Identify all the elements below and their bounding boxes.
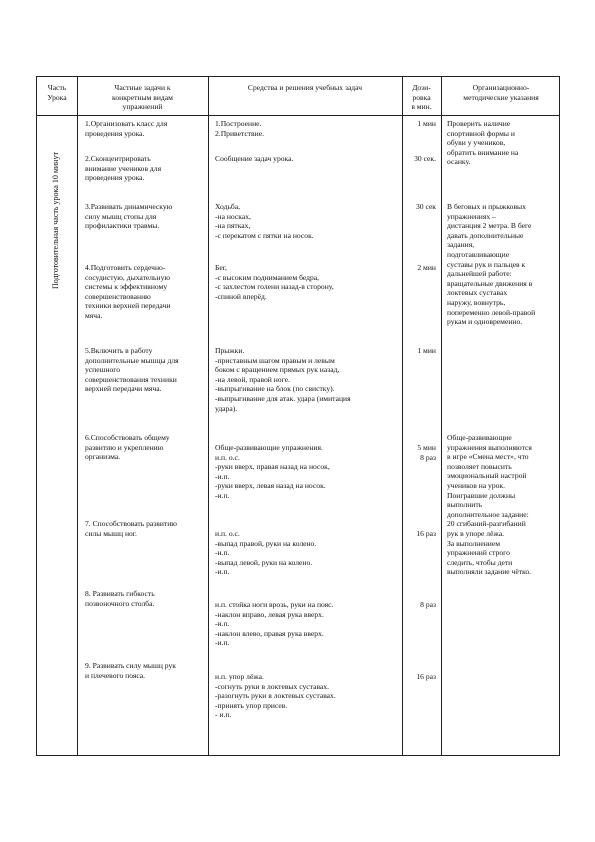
- note-2: В беговых и прыжковых упражнениях – дистанция 2 метра. В беге давать дополнительные задания, подготавливающие суставы рук и пальцев к дальнейшей работе: вращательные движения в локтевых суставах наружу, вовнутрь, попеременно левой-правой рукам и одновременно.: [447, 202, 536, 327]
- header-notes: Организационно- методические указания: [463, 83, 539, 102]
- means-1: 1.Построение. 2.Приветствие.: [215, 119, 264, 138]
- note-3: Обще-развивающие упражнения выполняются в игре «Смена мест», что позволяет повысить эмоциональный настрой учеников на урок. Поигравшие должны выполнить дополнительное задание: 20 сгибаний-разгибаний рук в упоре лёжа. За выполнением упражнений строго следить, чтобы дети выполняли задание чётко.: [447, 433, 532, 577]
- column-divider: [402, 77, 403, 755]
- task-7: 7. Способствовать развитию силы мышц ног.: [85, 519, 177, 538]
- task-3: 3.Развивать динамическую силу мышц стопы для профилактики травмы.: [85, 202, 173, 231]
- task-9: 9. Развивать силу мышц рук и плечевого пояса.: [85, 661, 176, 680]
- part-label: Подготовительная часть урока 10 минут: [51, 152, 60, 289]
- dosage-4: 2 мин: [417, 263, 436, 272]
- column-divider: [441, 77, 442, 755]
- task-1: 1.Организовать класс для проведения урока.: [85, 119, 168, 138]
- dosage-6: 5 мин 8 раз: [417, 443, 436, 462]
- means-6: Обще-развивающие упражнения. и.п. о.с. -руки вверх, правая назад на носок, -и.п. -руки вверх, левая назад на носок. -и.п.: [215, 443, 330, 500]
- task-4: 4.Подготовить сердечно- сосудистую, дыхательную системы к эффективному совершенствованию техники верхней передачи мяча.: [85, 263, 171, 320]
- header-tasks: Частные задачи к конкретным видам упражнений: [112, 83, 173, 112]
- dosage-7: 16 раз: [416, 529, 436, 538]
- note-1: Проверить наличие спортивной формы и обуви у учеников, обратить внимание на осанку.: [447, 119, 519, 167]
- dosage-5: 1 мин: [417, 346, 436, 355]
- means-8: и.п. стойка ноги врозь, руки на пояс. -наклон вправо, левая рука вверх. -и.п. -наклон влево, правая рука вверх. -и.п.: [215, 600, 334, 648]
- header-part: Часть Урока: [47, 83, 67, 102]
- task-8: 8. Развивать гибкость позвоночного столба.: [85, 589, 155, 608]
- header-divider: [37, 115, 559, 116]
- task-2: 2.Сконцентрировать внимание учеников для проведения урока.: [85, 154, 162, 183]
- lesson-plan-table: [36, 76, 560, 756]
- dosage-9: 16 раз: [416, 672, 436, 681]
- dosage-3: 30 сек: [415, 202, 436, 211]
- means-5: Прыжки. -приставным шагом правым и левым боком с вращением прямых рук назад, -на левой, правой ноге. -выпрыгивание на блок (по свистку). -выпрыгивание для атак. удара (имитация удара).: [215, 346, 351, 413]
- task-5: 5.Включить в работу дополнительные мышцы для успешного совершенствования техники верхней передачи мяча.: [85, 346, 179, 394]
- means-7: и.п. о.с. -выпад правой, руки на колено. -и.п. -выпад левой, руки на колено. -и.п.: [215, 529, 317, 577]
- column-divider: [77, 77, 78, 755]
- header-means: Средства и решения учебных задач: [247, 83, 363, 92]
- means-3: Ходьба, -на носках, -на пятках, -с перекатом с пятки на носок.: [215, 202, 314, 240]
- dosage-8: 8 раз: [420, 600, 436, 609]
- dosage-2: 30 сек.: [414, 154, 436, 163]
- means-2: Сообщение задач урока.: [215, 154, 294, 163]
- task-6: 6.Способствовать общему развитию и укреплению организма.: [85, 433, 170, 462]
- means-4: Бег, -с высоким подниманием бедра, -с захлестом голени назад-в сторону, -спиной вперёд.: [215, 263, 334, 301]
- header-dosage: Дози- ровка в мин.: [411, 83, 432, 112]
- dosage-1: 1 мин: [417, 119, 436, 128]
- means-9: и.п. упор лёжа. -согнуть руки в локтевых суставах. -разогнуть руки в локтевых суставах. -принять упор присев. - и.п.: [215, 672, 336, 720]
- column-divider: [208, 77, 209, 755]
